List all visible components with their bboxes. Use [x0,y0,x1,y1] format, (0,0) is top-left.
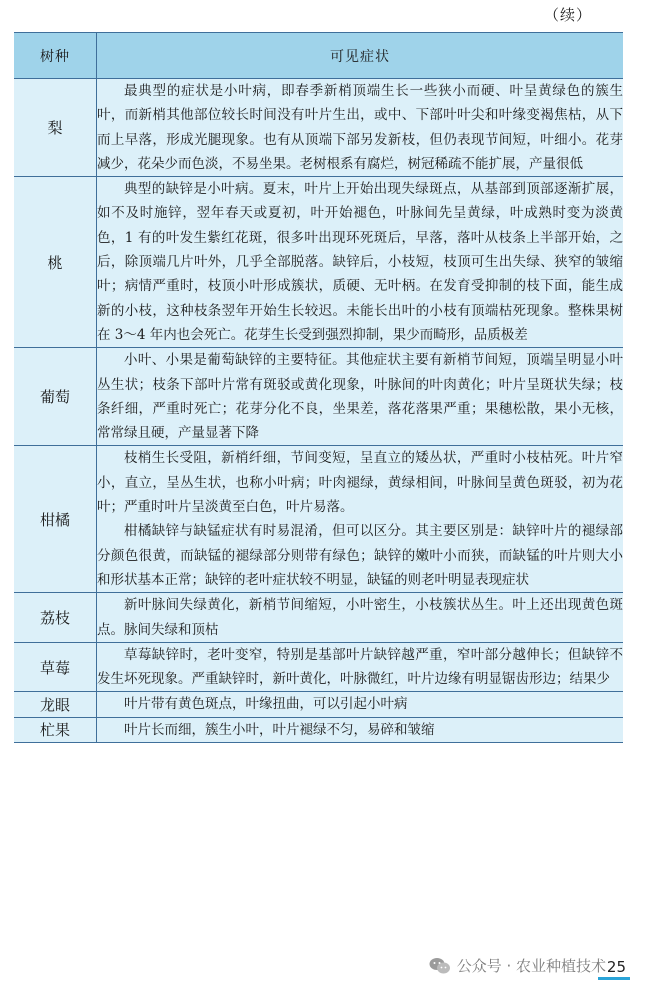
species-cell: 荔枝 [14,593,97,643]
species-cell: 杧果 [14,717,97,742]
species-cell: 柑橘 [14,446,97,593]
table-row [14,642,623,692]
species-cell: 葡萄 [14,348,97,446]
symptom-paragraph: 最典型的症状是小叶病，即春季新梢顶端生长一些狭小而硬、叶呈黄绿色的簇生叶，而新梢其他部位较长时间没有叶片生出，或中、下部叶叶尖和叶缘变褐焦枯，从下而上早落，形成光腿现象。也有从顶端下部另发新枝，但仍表现节间短，叶细小。花芽减少，花朵少而色淡，不易坐果。老树根系有腐烂，树冠稀疏不能扩展，产量很低 [97,83,623,172]
page-number-underline [598,977,630,980]
symptom-cell [97,446,624,593]
header-species: 树种 [14,33,97,79]
symptom-cell [97,692,624,717]
symptom-cell [97,593,624,643]
table-row [14,593,623,643]
symptom-cell [97,79,624,177]
species-cell: 草莓 [14,642,97,692]
symptom-paragraph: 叶片长而细，簇生小叶，叶片褪绿不匀，易碎和皱缩 [124,721,435,738]
page-number: 25 [606,958,626,976]
table-row [14,177,623,348]
symptom-paragraph: 叶片带有黄色斑点，叶缘扭曲，可以引起小叶病 [124,696,408,713]
species-cell: 龙眼 [14,692,97,717]
species-cell: 梨 [14,79,97,177]
symptom-cell [97,642,624,692]
symptom-cell [97,177,624,348]
symptom-paragraph: 草莓缺锌时，老叶变窄，特别是基部叶片缺锌越严重，窄叶部分越伸长；但缺锌不发生坏死现象。严重缺锌时，新叶黄化，叶脉微红，叶片边缘有明显锯齿形边；结果少 [97,646,623,688]
symptom-cell [97,717,624,742]
symptom-paragraph: 柑橘缺锌与缺锰症状有时易混淆，但可以区分。其主要区别是：缺锌叶片的褪绿部分颜色很黄，而缺锰的褪绿部分则带有绿色；缺锌的嫩叶小而狭，而缺锰的叶片则大小和形状基本正常；缺锌的老叶症状较不明显，缺锰的则老叶明显表现症状 [97,523,623,588]
symptom-paragraph: 小叶、小果是葡萄缺锌的主要特征。其他症状主要有新梢节间短，顶端呈明显小叶丛生状；枝条下部叶片常有斑驳或黄化现象，叶脉间的叶肉黄化；叶片呈斑状失绿；枝条纤细，严重时死亡；花芽分化不良，坐果差，落花落果严重；果穗松散，果小无核，常常绿且硬，产量显著下降 [97,352,623,442]
watermark [429,955,606,976]
continued-label: （续） [543,6,592,24]
table-row [14,79,623,177]
table-row [14,692,623,717]
zinc-deficiency-table [14,32,623,743]
wechat-icon [429,957,451,975]
symptom-paragraph: 典型的缺锌是小叶病。夏末，叶片上开始出现失绿斑点，从基部到顶部逐渐扩展，如不及时施锌，翌年春天或夏初，叶开始褪色，叶脉间先呈黄绿，叶成熟时变为淡黄色，1 有的叶发生紫红花斑，很多叶出现环死斑后，早落，落叶从枝条上半部开始，之后，除顶端几片叶外，几乎全部脱落。缺锌后，小枝短，枝顶可生出失绿、狭窄的皱缩叶；病情严重时，枝顶小叶形成簇状，质硬、无叶柄。在发育受抑制的枝下面，能生成新的小枝，这种枝条翌年开始生长较迟。未能长出叶的小枝有顶端枯死现象。整株果树在 3～4 年内也会死亡。花芽生长受到强烈抑制，果少而畸形，品质极差 [97,181,623,343]
symptom-cell [97,348,624,446]
symptom-paragraph: 枝梢生长受阻，新梢纤细，节间变短，呈直立的矮丛状，严重时小枝枯死。叶片窄小，直立，呈丛生状，也称小叶病；叶肉褪绿，黄绿相间，叶脉间呈黄色斑驳，初为花叶；严重时叶片呈淡黄至白色，叶片易落。 [97,450,623,516]
table-header-row [14,33,623,79]
species-cell: 桃 [14,177,97,348]
table-row [14,348,623,446]
symptom-paragraph: 新叶脉间失绿黄化，新梢节间缩短，小叶密生，小枝簇状丛生。叶上还出现黄色斑点。脉间失绿和顶枯 [97,597,623,638]
table-row [14,717,623,742]
table-row [14,446,623,593]
watermark-text: 公众号 · 农业种植技术 [456,957,606,975]
header-symptoms: 可见症状 [97,33,624,79]
